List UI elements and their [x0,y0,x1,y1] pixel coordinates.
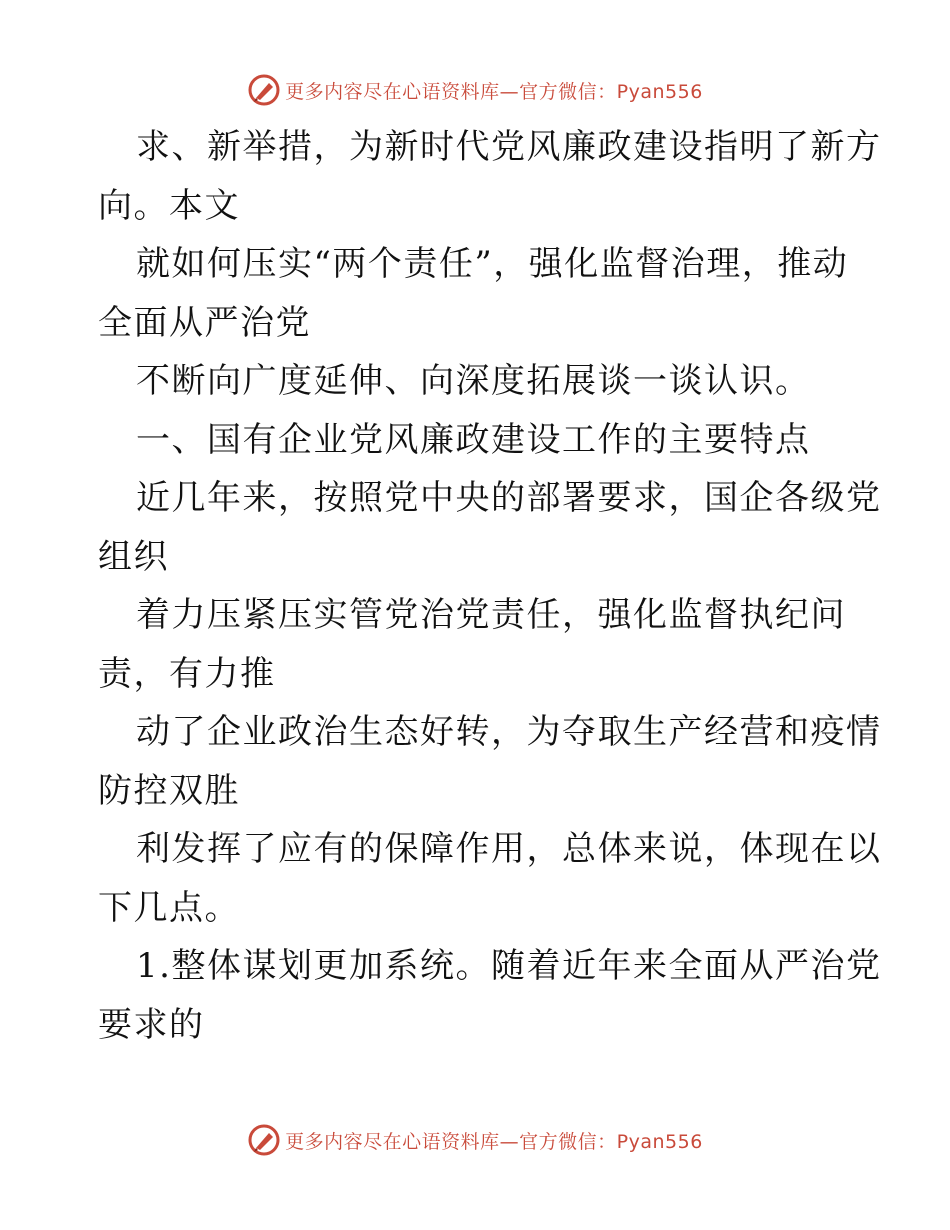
text-line: 组织 [98,536,169,577]
pen-logo-icon [247,1123,281,1157]
text-line: 求、新举措，为新时代党风廉政建设指明了新方 [136,127,882,167]
text-line: 着力压紧压实管党治党责任，强化监督执纪问 [136,595,846,635]
header-watermark [0,70,950,110]
footer-watermark [0,1120,950,1160]
text-line: 就如何压实“两个责任”，强化监督治理，推动 [136,244,849,284]
text-line: 全面从严治党 [98,302,311,343]
text-line: 下几点。 [98,887,240,928]
text-line: 向。本文 [98,185,240,226]
pen-logo-icon [247,73,281,107]
text-line: 1.整体谋划更加系统。随着近年来全面从严治党 [136,946,882,986]
text-line: 近几年来，按照党中央的部署要求，国企各级党 [136,478,882,518]
text-line: 防控双胜 [98,770,240,811]
text-line: 要求的 [98,1004,205,1045]
watermark-text: 更多内容尽在心语资料库—官方微信：Pyan556 [285,80,703,103]
text-line: 责，有力推 [98,653,276,694]
text-line: 利发挥了应有的保障作用，总体来说，体现在以 [136,829,882,869]
text-line: 一、国有企业党风廉政建设工作的主要特点 [136,419,811,460]
document-body [98,118,882,1054]
watermark-text: 更多内容尽在心语资料库—官方微信：Pyan556 [285,1130,703,1153]
text-line: 不断向广度延伸、向深度拓展谈一谈认识。 [136,361,811,401]
text-line: 动了企业政治生态好转，为夺取生产经营和疫情 [136,712,882,752]
